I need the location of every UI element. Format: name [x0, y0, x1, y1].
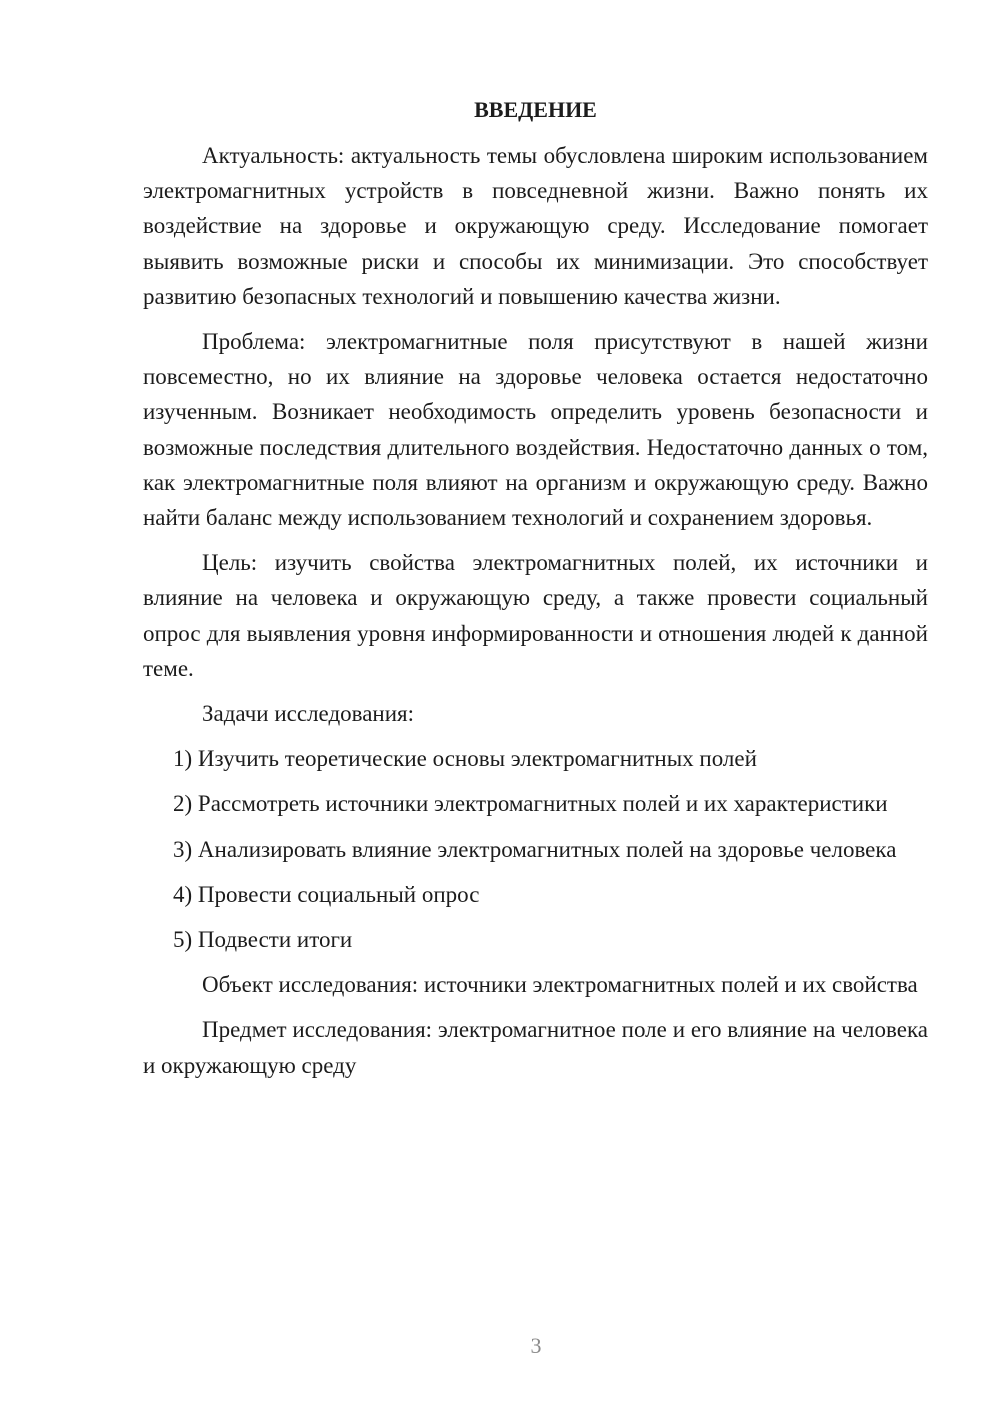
- page-content: [143, 92, 928, 1093]
- object-paragraph: Объект исследования: источники электромагнитных полей и их свойства: [202, 972, 918, 998]
- task-item-3: 3) Анализировать влияние электромагнитных полей на здоровье человека: [173, 836, 897, 862]
- page-number: 3: [530, 1333, 542, 1358]
- task-item-1: 1) Изучить теоретические основы электромагнитных полей: [173, 746, 757, 772]
- section-title: ВВЕДЕНИЕ: [474, 97, 597, 122]
- relevance-paragraph: Актуальность: актуальность темы обусловлена широким использованием электромагнитных устройств в повседневной жизни. Важно понять их воздействие на здоровье и окружающую среду. Исследование помогает выявить возможные риски и способы их минимизации. Это способствует развитию безопасных технологий и повышению качества жизни.: [143, 143, 928, 309]
- tasks-heading: Задачи исследования:: [202, 701, 415, 727]
- tasks-list: [143, 741, 928, 957]
- task-item-5: 5) Подвести итоги: [173, 927, 353, 953]
- problem-paragraph: Проблема: электромагнитные поля присутствуют в нашей жизни повсеместно, но их влияние на здоровье человека остается недостаточно изученным. Возникает необходимость определить уровень безопасности и возможные последствия длительного воздействия. Недостаточно данных о том, как электромагнитные поля влияют на организм и окружающую среду. Важно найти баланс между использованием технологий и сохранением здоровья.: [143, 329, 928, 531]
- task-item-2: 2) Рассмотреть источники электромагнитных полей и их характеристики: [173, 791, 888, 817]
- goal-paragraph: Цель: изучить свойства электромагнитных полей, их источники и влияние на человека и окружающую среду, а также провести социальный опрос для выявления уровня информированности и отношения людей к данной теме.: [143, 550, 928, 681]
- subject-paragraph: Предмет исследования: электромагнитное поле и его влияние на человека и окружающую среду: [143, 1017, 928, 1078]
- task-item-4: 4) Провести социальный опрос: [173, 881, 480, 907]
